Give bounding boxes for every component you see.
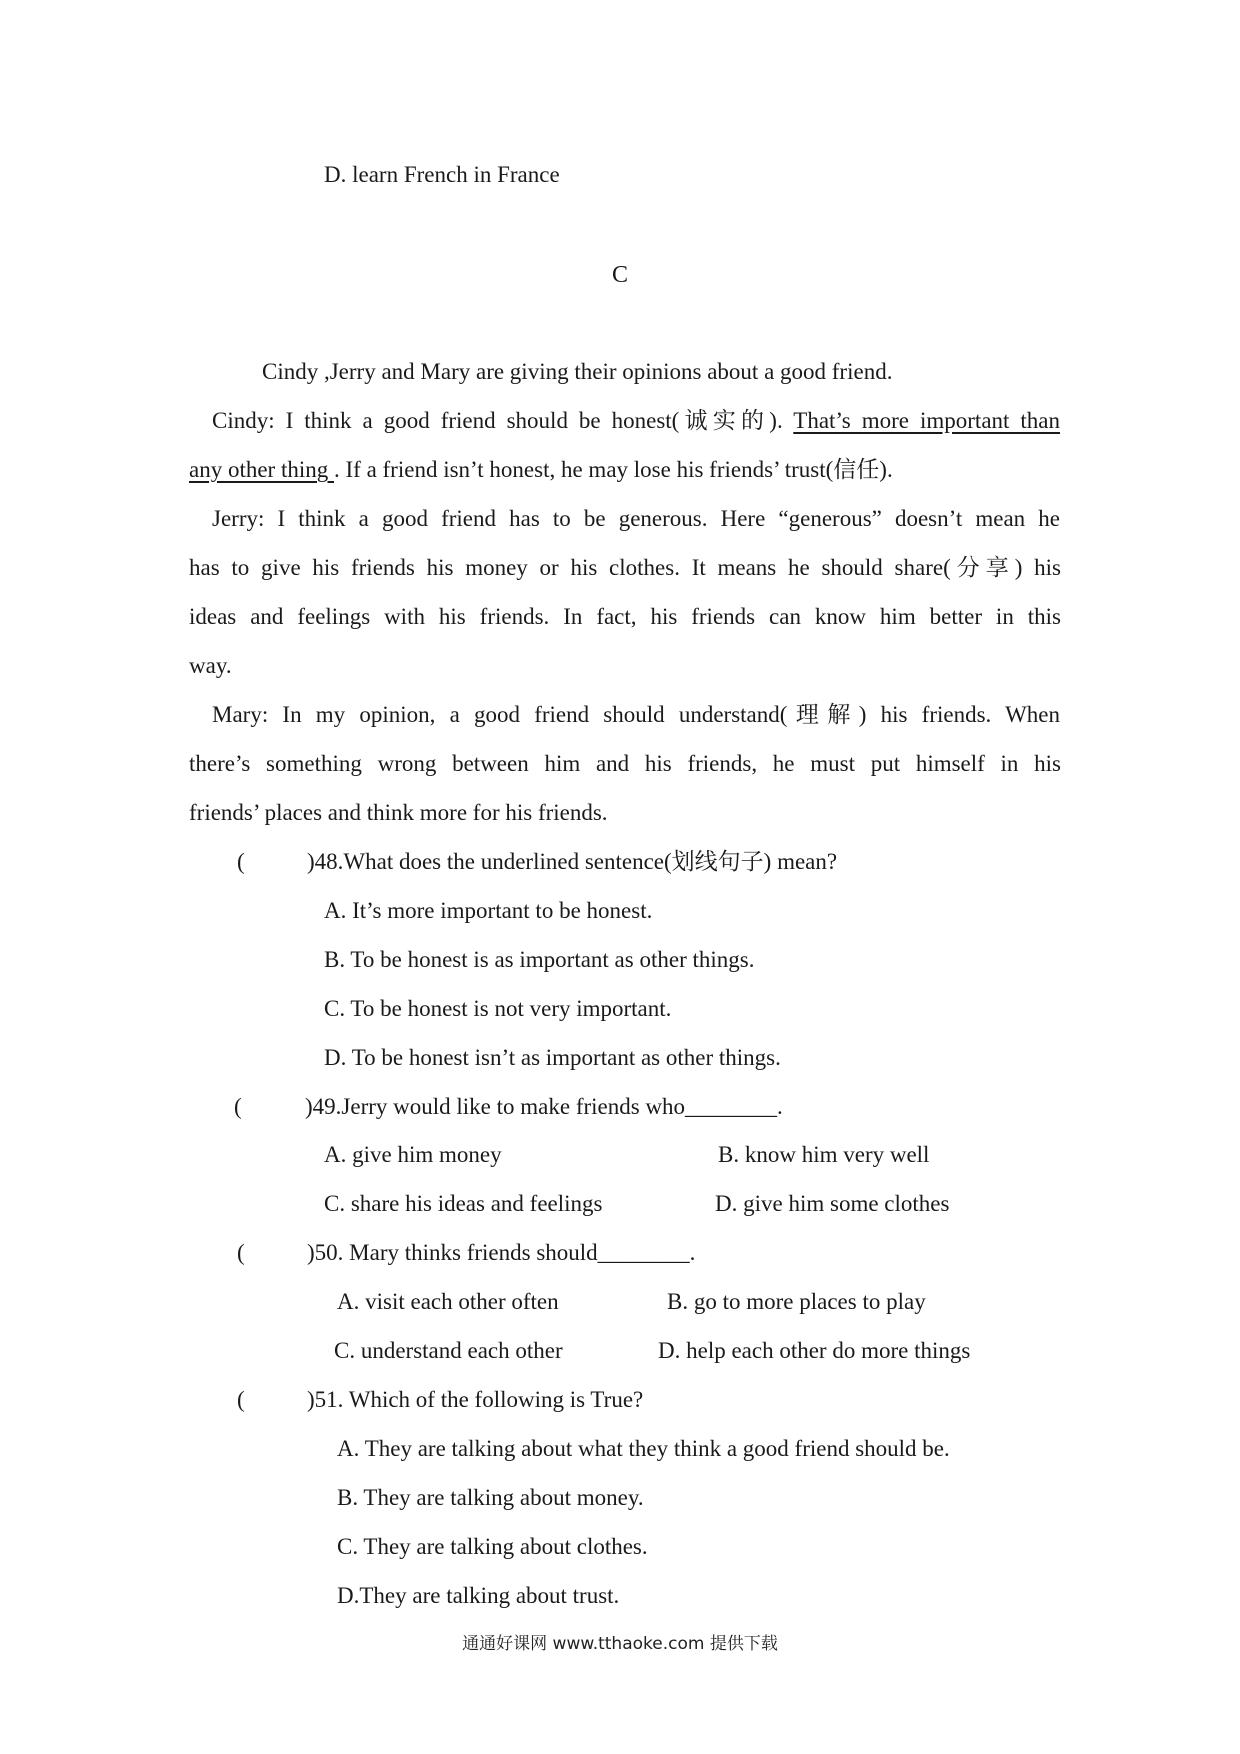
mary-paragraph-line-2: there’s something wrong between him and his friends, he must put himself in his [189,751,1061,776]
q48-option-b: B. To be honest is as important as other things. [324,947,755,972]
q51-option-b: B. They are talking about money. [337,1485,644,1510]
underlined-sentence-part-2: any other thing [189,457,334,482]
mary-paragraph-line-1: Mary: In my opinion, a good friend should understand(理解) his friends. When [212,702,1060,727]
cindy-text: Cindy: I think a good friend should be honest(诚实的). [212,408,794,433]
q51-stem: )51. Which of the following is True? [307,1387,644,1412]
q48-option-a: A. It’s more important to be honest. [324,898,653,923]
q48-option-d: D. To be honest isn’t as important as other things. [324,1045,781,1070]
q50-option-b: B. go to more places to play [667,1289,926,1314]
section-heading: C [611,262,628,288]
q49-option-a: A. give him money [324,1142,502,1167]
q48-stem: )48.What does the underlined sentence(划线句子) mean? [307,849,838,874]
cindy-paragraph-line-1 [212,406,1060,436]
jerry-paragraph-line-3: ideas and feelings with his friends. In fact, his friends can know him better in this [189,604,1061,629]
underlined-sentence-part-1: That’s more important than [793,408,1060,433]
jerry-paragraph-line-2: has to give his friends his money or his clothes. It means he should share(分享) his [189,555,1061,580]
jerry-paragraph-line-1: Jerry: I think a good friend has to be generous. Here “generous” doesn’t mean he [212,506,1060,531]
q51-option-d: D.They are talking about trust. [337,1583,620,1608]
q49-option-d: D. give him some clothes [715,1191,950,1216]
q49-stem: )49.Jerry would like to make friends who________. [305,1094,783,1119]
cindy-text-continued: . If a friend isn’t honest, he may lose his friends’ trust(信任). [334,457,893,482]
cindy-paragraph-line-2 [189,455,893,485]
q50-option-d: D. help each other do more things [658,1338,971,1363]
jerry-paragraph-line-4: way. [189,653,232,678]
q50-option-a: A. visit each other often [337,1289,559,1314]
q50-option-c: C. understand each other [334,1338,563,1363]
q48-answer-bracket: ( [237,849,245,874]
mary-paragraph-line-3: friends’ places and think more for his friends. [189,800,608,825]
previous-question-option-d: D. learn French in France [324,162,560,187]
q49-answer-bracket: ( [234,1094,242,1119]
q49-option-c: C. share his ideas and feelings [324,1191,603,1216]
q50-stem: )50. Mary thinks friends should________. [307,1240,696,1265]
q50-answer-bracket: ( [237,1240,245,1265]
passage-intro: Cindy ,Jerry and Mary are giving their opinions about a good friend. [262,359,893,384]
q49-option-b: B. know him very well [718,1142,930,1167]
q51-option-c: C. They are talking about clothes. [337,1534,648,1559]
q51-answer-bracket: ( [237,1387,245,1412]
q48-option-c: C. To be honest is not very important. [324,996,672,1021]
q51-option-a: A. They are talking about what they think a good friend should be. [337,1436,950,1461]
page-footer: 通通好课网 www.tthaoke.com 提供下载 [462,1634,778,1654]
